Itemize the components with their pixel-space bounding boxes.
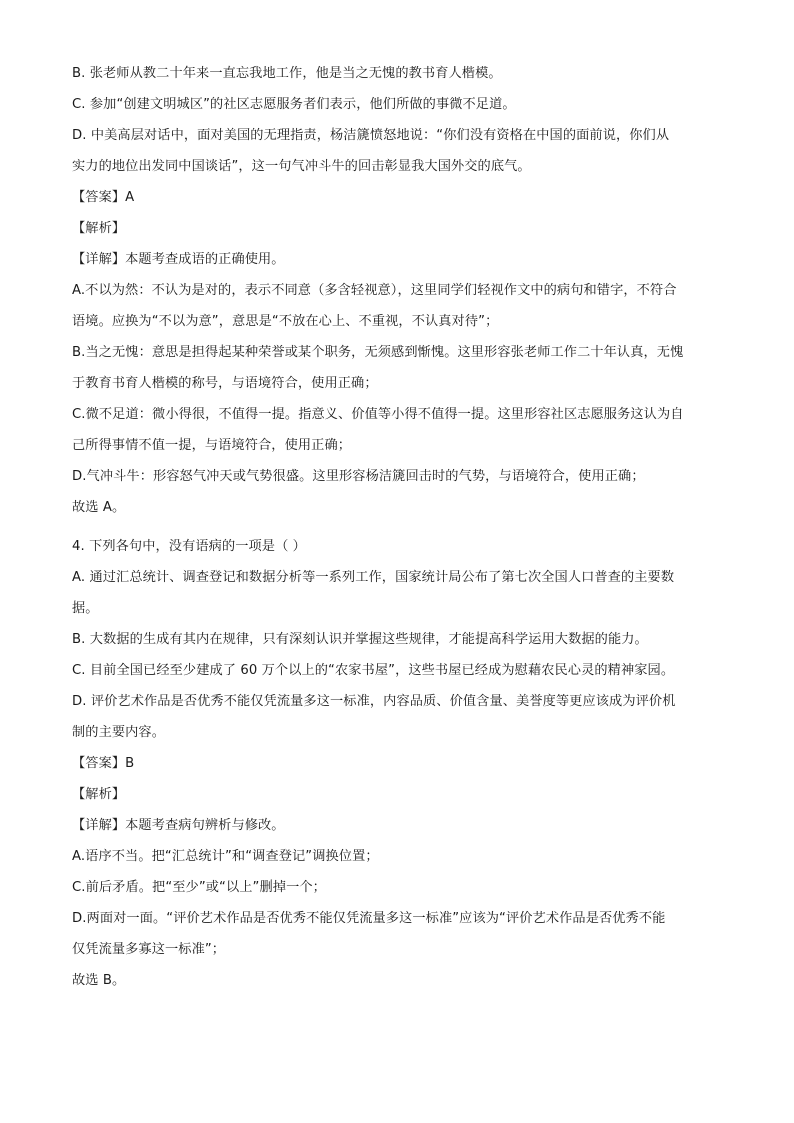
q4-option-d-line2: 制的主要内容。 (72, 725, 166, 740)
q4-option-a-line2: 据。 (72, 601, 99, 616)
q3-analysis-heading: 【解析】 (72, 221, 126, 236)
q4-analysis-heading: 【解析】 (72, 787, 126, 802)
q3-explain-b-line2: 于教育书育人楷模的称号，与语境符合，使用正确； (72, 376, 378, 391)
q4-explain-d-line2: 仅凭流量多寡这一标准”； (72, 942, 226, 957)
q3-explain-a-line1: A.不以为然：不认为是对的，表示不同意（多含轻视意），这里同学们轻视作文中的病句和错字，不符合 (72, 283, 677, 298)
q3-option-b: B. 张老师从教二十年来一直忘我地工作，他是当之无愧的教书育人楷模。 (72, 66, 502, 81)
q3-explain-d: D.气冲斗牛：形容怒气冲天或气势很盛。这里形容杨洁篪回击时的气势，与语境符合，使用正确； (72, 469, 645, 484)
q3-choose: 故选 A。 (72, 500, 126, 515)
q3-option-d-line2: 实力的地位出发同中国谈话”，这一句气冲斗牛的回击彰显我大国外交的底气。 (72, 159, 531, 174)
q3-option-d-line1: D. 中美高层对话中，面对美国的无理指责，杨洁篪愤怒地说：“你们没有资格在中国的面前说，你们从 (72, 128, 670, 143)
q3-answer: 【答案】A (72, 190, 135, 205)
q4-explain-c: C.前后矛盾。把“至少”或“以上”删掉一个； (72, 880, 326, 895)
q3-explain-c-line1: C.微不足道：微小得很，不值得一提。指意义、价值等小得不值得一提。这里形容社区志愿服务这认为自 (72, 407, 684, 422)
q4-explain-a: A.语序不当。把“汇总统计”和“调查登记”调换位置； (72, 849, 379, 864)
q3-detail: 【详解】本题考查成语的正确使用。 (72, 252, 285, 267)
q4-stem: 4. 下列各句中，没有语病的一项是（ ） (72, 539, 306, 554)
q4-detail: 【详解】本题考查病句辨析与修改。 (72, 818, 285, 833)
q4-option-c: C. 目前全国已经至少建成了 60 万个以上的“农家书屋”，这些书屋已经成为慰藉农民心灵的精神家园。 (72, 663, 675, 678)
q4-answer: 【答案】B (72, 756, 135, 771)
q3-explain-b-line1: B.当之无愧：意思是担得起某种荣誉或某个职务，无须感到惭愧。这里形容张老师工作二十年认真，无愧 (72, 345, 684, 360)
q4-option-a-line1: A. 通过汇总统计、调查登记和数据分析等一系列工作，国家统计局公布了第七次全国人口普查的主要数 (72, 570, 675, 585)
q3-option-c: C. 参加“创建文明城区”的社区志愿服务者们表示，他们所做的事微不足道。 (72, 97, 516, 112)
q3-explain-a-line2: 语境。应换为“不以为意”，意思是“不放在心上、不重视，不认真对待”； (72, 314, 499, 329)
q4-explain-d-line1: D.两面对一面。“评价艺术作品是否优秀不能仅凭流量多这一标准”应该为“评价艺术作品是否优秀不能 (72, 911, 666, 926)
q3-explain-c-line2: 己所得事情不值一提，与语境符合，使用正确； (72, 438, 352, 453)
q4-option-b: B. 大数据的生成有其内在规律，只有深刻认识并掌握这些规律，才能提高科学运用大数据的能力。 (72, 632, 648, 647)
q4-choose: 故选 B。 (72, 973, 126, 988)
document-page (72, 58, 724, 996)
q4-option-d-line1: D. 评价艺术作品是否优秀不能仅凭流量多这一标准，内容品质、价值含量、美誉度等更应该成为评价机 (72, 694, 676, 709)
